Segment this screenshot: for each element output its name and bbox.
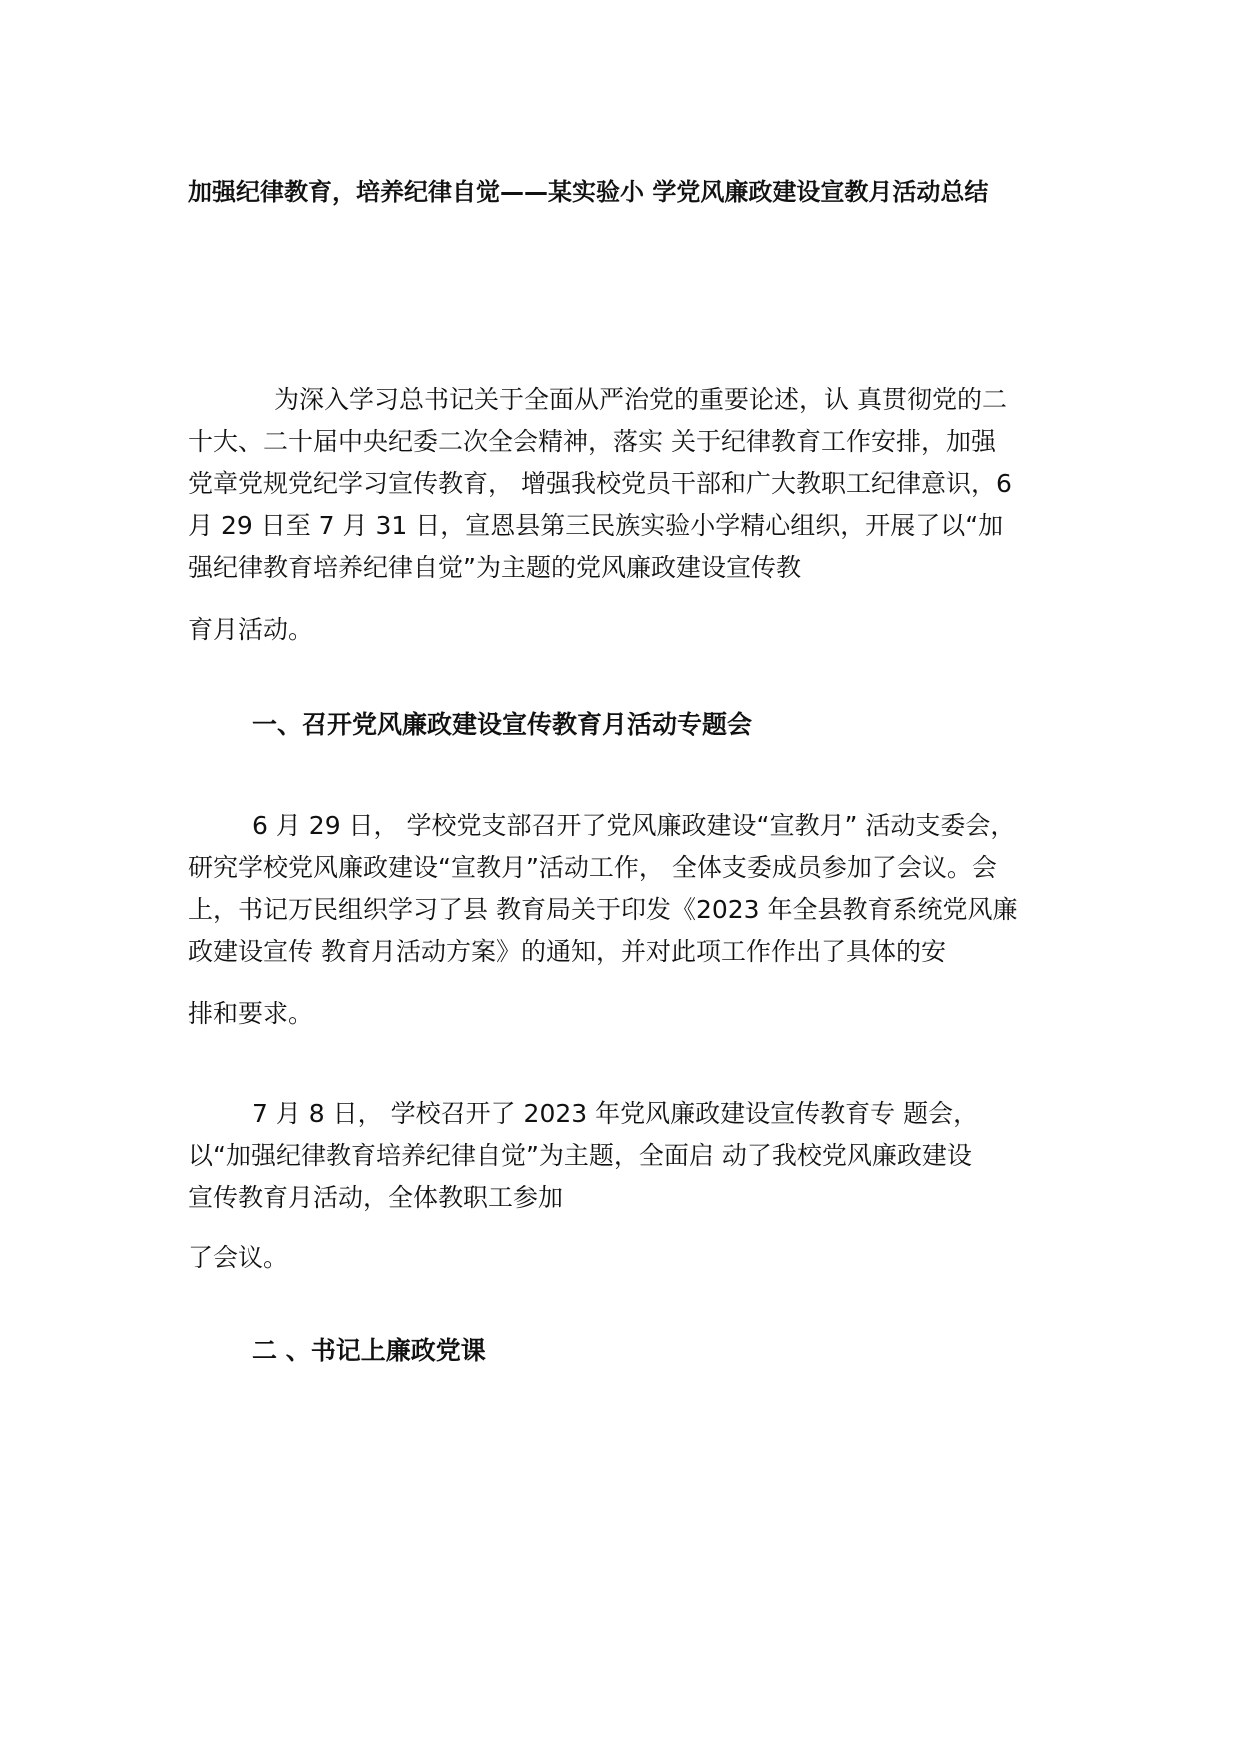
intro-tail: 育月活动。 xyxy=(188,615,314,644)
s1-p2-line-2: 以“加强纪律教育培养纪律自觉”为主题，全面启 动了我校党风廉政建设 xyxy=(188,1141,972,1170)
section1-heading: 一、召开党风廉政建设宣传教育月活动专题会 xyxy=(252,710,753,739)
s1-p2-tail: 了会议。 xyxy=(188,1243,289,1272)
s1-p1-line-2: 研究学校党风廉政建设“宣教月”活动工作， 全体支委成员参加了会议。会 xyxy=(188,853,997,882)
s1-p2-line-1: 7 月 8 日， 学校召开了 2023 年党风廉政建设宣传教育专 题会， xyxy=(252,1099,979,1128)
intro-line-4: 月 29 日至 7 月 31 日，宣恩县第三民族实验小学精心组织，开展了以“加 xyxy=(188,511,1004,540)
s1-p1-line-1: 6 月 29 日， 学校党支部召开了党风廉政建设“宣教月” 活动支委会， xyxy=(252,811,1016,840)
intro-line-1: 为深入学习总书记关于全面从严治党的重要论述，认 真贯彻党的二 xyxy=(274,385,1007,414)
s1-p2-line-3: 宣传教育月活动，全体教职工参加 xyxy=(188,1183,564,1212)
s1-p1-line-3: 上，书记万民组织学习了县 教育局关于印发《2023 年全县教育系统党风廉 xyxy=(188,895,1018,924)
intro-line-3: 党章党规党纪学习宣传教育， 增强我校党员干部和广大教职工纪律意识，6 xyxy=(188,469,1012,498)
s1-p1-line-4: 政建设宣传 教育月活动方案》的通知，并对此项工作作出了具体的安 xyxy=(188,937,946,966)
section2-heading: 二 、书记上廉政党课 xyxy=(252,1336,486,1365)
intro-line-2: 十大、二十届中央纪委二次全会精神，落实 关于纪律教育工作安排，加强 xyxy=(188,427,996,456)
document-title: 加强纪律教育，培养纪律自觉——某实验小 学党风廉政建设宣教月活动总结 xyxy=(188,178,989,206)
intro-line-5: 强纪律教育培养纪律自觉”为主题的党风廉政建设宣传教 xyxy=(188,553,801,582)
s1-p1-tail: 排和要求。 xyxy=(188,999,314,1028)
